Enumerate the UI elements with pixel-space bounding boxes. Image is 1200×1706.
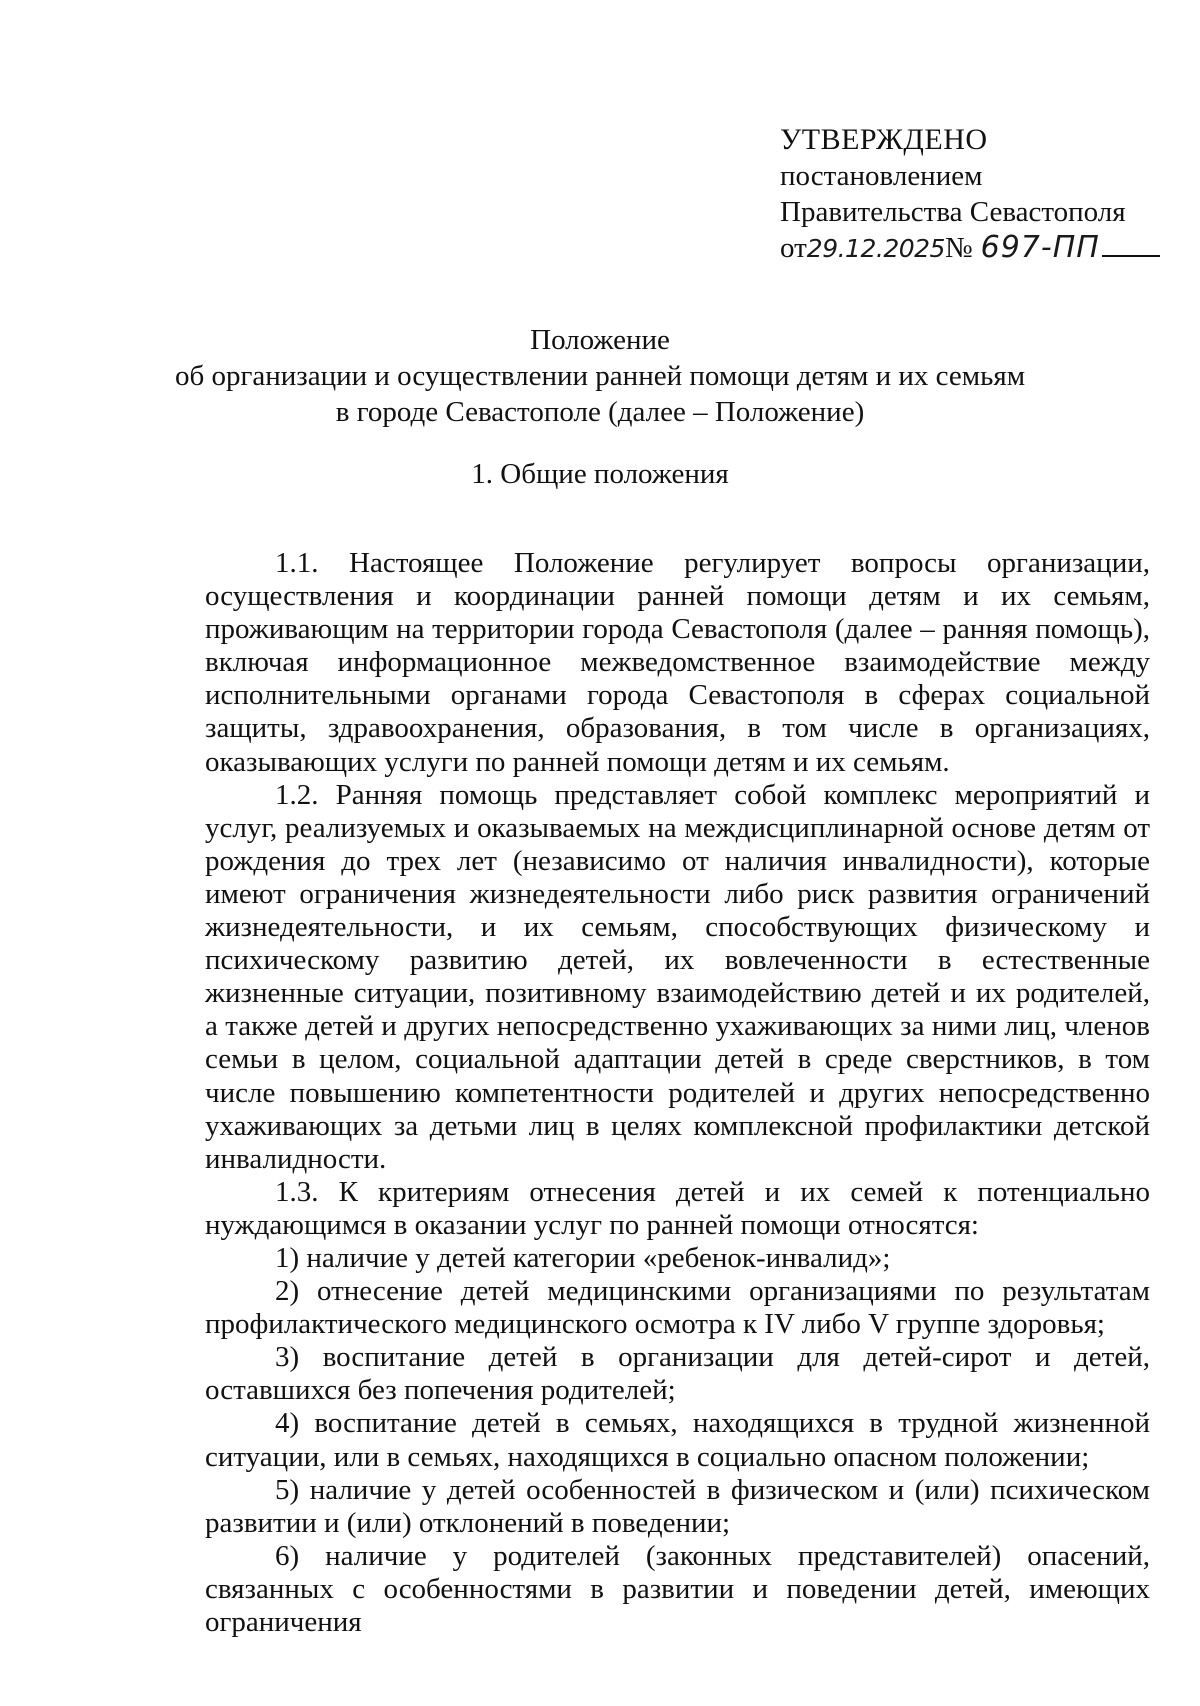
document-title (100, 322, 1100, 430)
title-line-3: в городе Севастополе (далее – Положение) (335, 396, 865, 428)
list-item-6: 6) наличие у родителей (законных представителей) опасений, связанных с особенностями в развитии и поведении детей, имеющих ограничения (205, 1539, 1150, 1638)
section-heading: 1. Общие положения (471, 458, 729, 490)
list-item-2: 2) отнесение детей медицинскими организациями по результатам профилактического медицинского осмотра к IV либо V группе здоровья; (205, 1275, 1150, 1341)
paragraph-1-3: 1.3. К критериям отнесения детей и их семей к потенциально нуждающимся в оказании услуг по ранней помощи относятся: (205, 1175, 1150, 1241)
number-sign: № (944, 232, 973, 264)
signature-underline (1102, 231, 1160, 257)
list-item-5: 5) наличие у детей особенностей в физическом и (или) психическом развитии и (или) отклонений в поведении; (205, 1473, 1150, 1539)
approval-heading: УТВЕРЖДЕНО (780, 123, 988, 156)
approval-stamp-block (780, 122, 1160, 267)
list-item-1: 1) наличие у детей категории «ребенок-инвалид»; (275, 1241, 891, 1274)
title-line-1: Положение (530, 324, 670, 356)
approval-from-label: от (780, 232, 807, 264)
document-body (205, 547, 1150, 1639)
paragraph-1-1: 1.1. Настоящее Положение регулирует вопросы организации, осуществления и координации ранней помощи детям и их семьям, проживающим на территории города Севастополя (далее – ранняя помощь), включая информационное межведомственное взаимодействие между исполнительными органами города Севастополя в сферах социальной защиты, здравоохранения, образования, в том числе в организациях, оказывающих услуги по ранней помощи детям и их семьям. (205, 547, 1150, 778)
list-item-3: 3) воспитание детей в организации для детей-сирот и детей, оставшихся без попечения родителей; (205, 1341, 1150, 1407)
list-item-4: 4) воспитание детей в семьях, находящихся в трудной жизненной ситуации, или в семьях, находящихся в социально опасном положении; (205, 1407, 1150, 1473)
paragraph-1-2: 1.2. Ранняя помощь представляет собой комплекс мероприятий и услуг, реализуемых и оказываемых на междисциплинарной основе детям от рождения до трех лет (независимо от наличия инвалидности), которые имеют ограничения жизнедеятельности либо риск развития ограничений жизнедеятельности, и их семьям, способствующих физическому и психическому развитию детей, их вовлеченности в естественные жизненные ситуации, позитивному взаимодействию детей и их родителей, а также детей и других непосредственно ухаживающих за ними лиц, членов семьи в целом, социальной адаптации детей в среде сверстников, в том числе повышению компетентности родителей и других непосредственно ухаживающих за детьми лиц в целях комплексной профилактики детской инвалидности. (205, 778, 1150, 1175)
title-line-2: об организации и осуществлении ранней помощи детям и их семьям (174, 360, 1026, 392)
approval-line-resolution: постановлением (780, 160, 983, 192)
approval-date-number-line (780, 230, 1160, 267)
approval-line-government: Правительства Севастополя (780, 196, 1126, 228)
handwritten-number: 697-ПП (980, 230, 1100, 265)
handwritten-date: 29.12.2025 (806, 234, 945, 263)
